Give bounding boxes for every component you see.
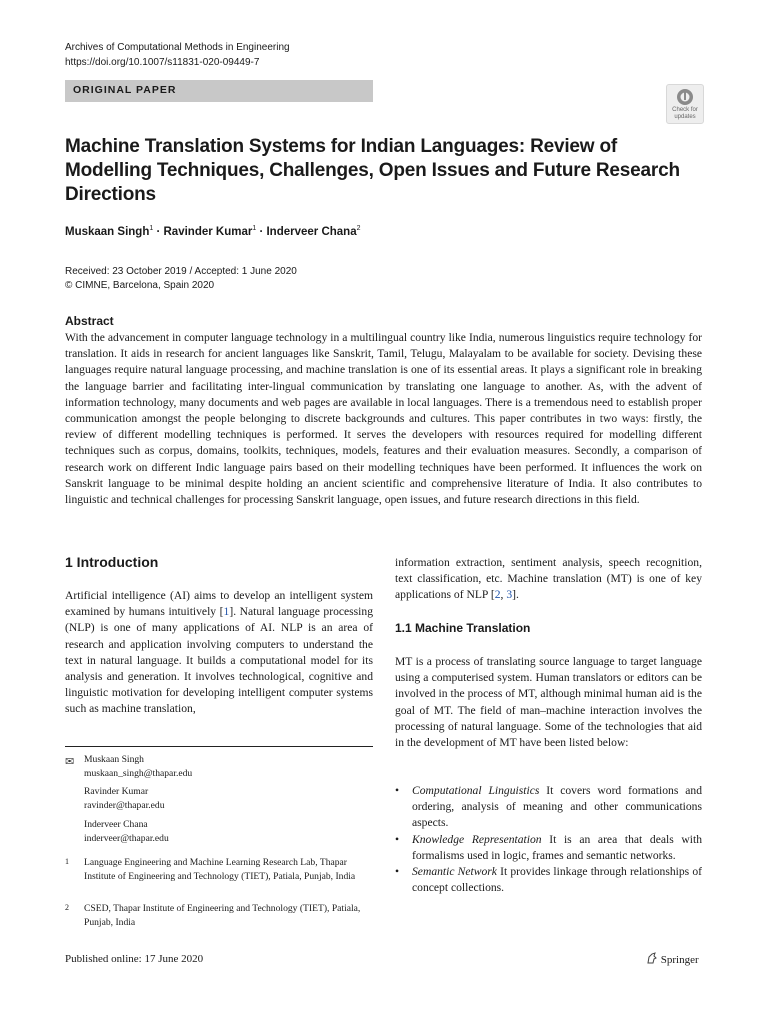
bullet-icon: • xyxy=(395,833,400,846)
section-heading-machine-translation: 1.1 Machine Translation xyxy=(395,621,531,635)
bullet-icon: • xyxy=(395,865,400,878)
author-list xyxy=(65,225,361,238)
list-item xyxy=(395,864,702,896)
contact-name: Inderveer Chana xyxy=(84,819,148,830)
intro-text: ]. Natural language processing (NLP) is one of many applications of AI. NLP is an area of research and application involving computers to understand the text in natural language. It builds a computational model for its analysis and generation. It involves technological, cognitive and linguistic motivation for developing intelligent computer systems such as machine translation, xyxy=(65,605,373,716)
list-item-text: It covers word formations and ordering, analysis of meaning and other communications aspects. xyxy=(412,784,702,830)
bullet-icon: • xyxy=(395,784,400,797)
author-name[interactable]: Ravinder Kumar xyxy=(163,225,253,238)
paper-type-bar xyxy=(65,80,373,102)
author-affiliation-mark: 2 xyxy=(356,225,361,232)
intro-paragraph-2 xyxy=(395,555,702,604)
doi-link[interactable]: https://doi.org/10.1007/s11831-020-09449-7 xyxy=(65,57,260,68)
affiliation-number: 1 xyxy=(65,857,69,866)
list-item-term: Semantic Network xyxy=(412,865,497,878)
contact-name: Ravinder Kumar xyxy=(84,786,149,797)
list-item-text: It is an area that deals with formalisms used in logic, frames and semantic networks. xyxy=(412,833,702,863)
publication-dates xyxy=(65,265,297,293)
author-affiliation-mark: 1 xyxy=(252,225,257,232)
journal-name: Archives of Computational Methods in Engineering xyxy=(65,42,290,53)
contact-entry xyxy=(84,753,192,780)
section-heading-introduction: 1 Introduction xyxy=(65,554,159,570)
list-item xyxy=(395,783,702,832)
author-name[interactable]: Muskaan Singh xyxy=(65,225,150,238)
published-online: Published online: 17 June 2020 xyxy=(65,953,204,965)
author-separator: · xyxy=(153,225,164,238)
check-updates-line2: updates xyxy=(674,114,696,120)
footnote-divider xyxy=(65,746,373,747)
author-name[interactable]: Inderveer Chana xyxy=(266,225,357,238)
envelope-icon: ✉ xyxy=(65,755,75,768)
list-item-term: Knowledge Representation xyxy=(412,833,542,846)
abstract-heading: Abstract xyxy=(65,314,114,328)
intro-text: Artificial intelligence (AI) aims to develop an intelligent system examined by humans intuitively [ xyxy=(65,589,373,619)
list-item-term: Computational Linguistics xyxy=(412,784,540,797)
contact-email[interactable]: muskaan_singh@thapar.edu xyxy=(84,767,193,779)
affiliation-text: Language Engineering and Machine Learning Research Lab, Thapar Institute of Engineering and Technology (TIET), Patiala, Punjab, India xyxy=(84,857,356,882)
citation-link[interactable]: 1 xyxy=(223,605,230,619)
publisher-logo xyxy=(646,952,699,966)
list-item-text: It provides linkage through relationships of concept collections. xyxy=(412,865,703,895)
contact-email[interactable]: ravinder@thapar.edu xyxy=(84,799,165,811)
publisher-name: Springer xyxy=(660,954,699,966)
check-updates-line1: Check for xyxy=(672,107,698,113)
check-updates-icon xyxy=(676,88,694,106)
contact-entry xyxy=(84,785,165,812)
affiliation-text: CSED, Thapar Institute of Engineering and Technology (TIET), Patiala, Punjab, India xyxy=(84,903,361,928)
intro-text: information extraction, sentiment analysis, speech recognition, text classification, etc. Machine translation (MT) is one of key applications of NLP [ xyxy=(395,556,702,602)
check-for-updates-badge[interactable] xyxy=(666,84,704,124)
citation-link[interactable]: 2 xyxy=(494,588,501,602)
abstract-text: With the advancement in computer language technology in a multilingual country like India, numerous linguistics require technology for translation. It aids in research for ancient languages like Sanskrit, Tamil, Telugu, Malayalam to be available for society. Devising these languages require natural language processing, and machine translation is one of its essential areas. It plays a significant role in breaking the language barrier and facilitating inter-lingual communication by translating one language to another. As, with the advent of information technology, many documents and web pages are available in local languages. There is a tremendous need to establish proper communication amongst the people belonging to discrete backgrounds and cultures. This paper contributes in two ways: firstly, the review of different modelling techniques is performed. It serves the developers with resources required for modelling different techniques such as corpus, domains, toolkits, techniques, models, features and their evaluation measures. Secondly, a comparison of research work on different Indic language pairs based on their modelling techniques have been performed. It influences the work on Sanskrit language to be minimal despite holding an ancient scientific and comprehensive literature of India. It also contributes to linguistic and technical challenges for processing Sanskrit language, open issues, and future research directions in this field. xyxy=(65,331,702,507)
contact-name: Muskaan Singh xyxy=(84,754,144,765)
received-accepted: Received: 23 October 2019 / Accepted: 1 June 2020 xyxy=(65,266,297,277)
mt-paragraph: MT is a process of translating source language to target language using a computerised system. Human translators or editors can be involved in the process of MT, although minimal human aid is the goal of MT. The field of man–machine interaction involves the processing of natural language. Some of the technologies that aid in the development of MT have been listed below: xyxy=(395,655,702,750)
copyright: © CIMNE, Barcelona, Spain 2020 xyxy=(65,280,215,291)
contact-entry xyxy=(84,818,169,845)
citation-separator: , xyxy=(500,588,507,602)
journal-header xyxy=(65,40,290,70)
affiliation-number: 2 xyxy=(65,903,69,912)
paper-type-label: ORIGINAL PAPER xyxy=(73,84,177,96)
contact-email[interactable]: inderveer@thapar.edu xyxy=(84,832,169,844)
paper-title: Machine Translation Systems for Indian Languages: Review of Modelling Techniques, Challenges, Open Issues and Future Research Directions xyxy=(65,136,680,205)
author-affiliation-mark: 1 xyxy=(149,225,154,232)
list-item xyxy=(395,832,702,864)
citation-link[interactable]: 3 xyxy=(506,588,513,602)
intro-text: ]. xyxy=(512,588,519,602)
author-separator: · xyxy=(256,225,267,238)
intro-paragraph-1 xyxy=(65,588,373,718)
springer-horse-icon xyxy=(646,952,658,964)
check-updates-text xyxy=(667,107,703,121)
